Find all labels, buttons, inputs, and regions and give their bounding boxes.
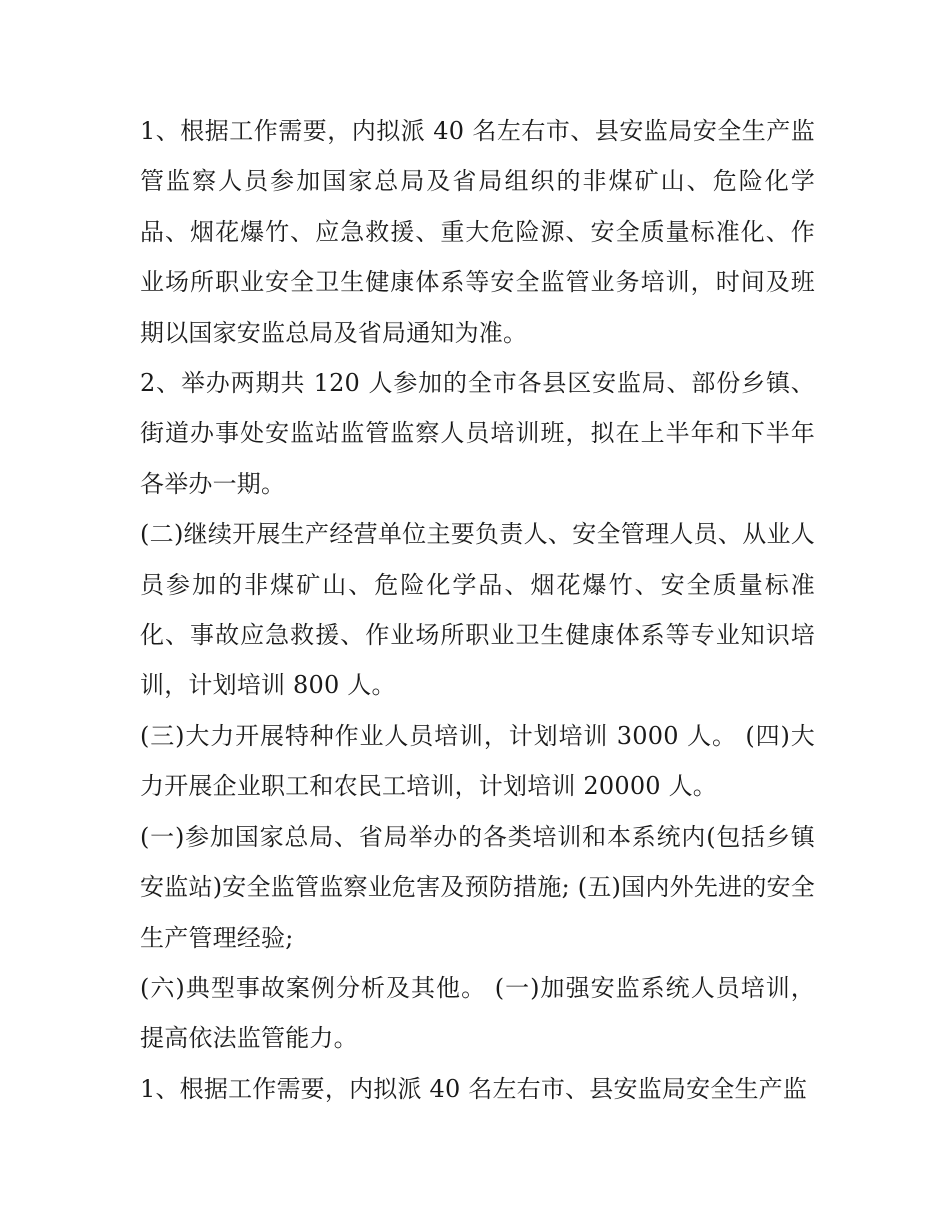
paragraph-5: (一)参加国家总局、省局举办的各类培训和本系统内(包括乡镇安监站)安全监管监察业危害及预防措施; (五)国内外先进的安全生产管理经验; (140, 822, 815, 952)
paragraph-4: (三)大力开展特种作业人员培训，计划培训 3000 人。 (四)大力开展企业职工和农民工培训，计划培训 20000 人。 (140, 721, 815, 801)
paragraph-6: (六)典型事故案例分析及其他。 (一)加强安监系统人员培训，提高依法监管能力。 (140, 973, 815, 1053)
paragraph-2: 2、举办两期共 120 人参加的全市各县区安监局、部份乡镇、街道办事处安监站监管监察人员培训班，拟在上半年和下半年各举办一期。 (140, 369, 815, 498)
paragraph-7: 1、根据工作需要，内拟派 40 名左右市、县安监局安全生产监 (140, 1074, 808, 1103)
paragraph-3: (二)继续开展生产经营单位主要负责人、安全管理人员、从业人员参加的非煤矿山、危险化学品、烟花爆竹、安全质量标准化、事故应急救援、作业场所职业卫生健康体系等专业知识培训，计划培训 800 人。 (140, 520, 815, 700)
document-body (140, 106, 815, 1114)
paragraph-1: 1、根据工作需要，内拟派 40 名左右市、县安监局安全生产监管监察人员参加国家总局及省局组织的非煤矿山、危险化学品、烟花爆竹、应急救援、重大危险源、安全质量标准化、作业场所职业安全卫生健康体系等安全监管业务培训，时间及班期以国家安监总局及省局通知为准。 (140, 117, 815, 347)
